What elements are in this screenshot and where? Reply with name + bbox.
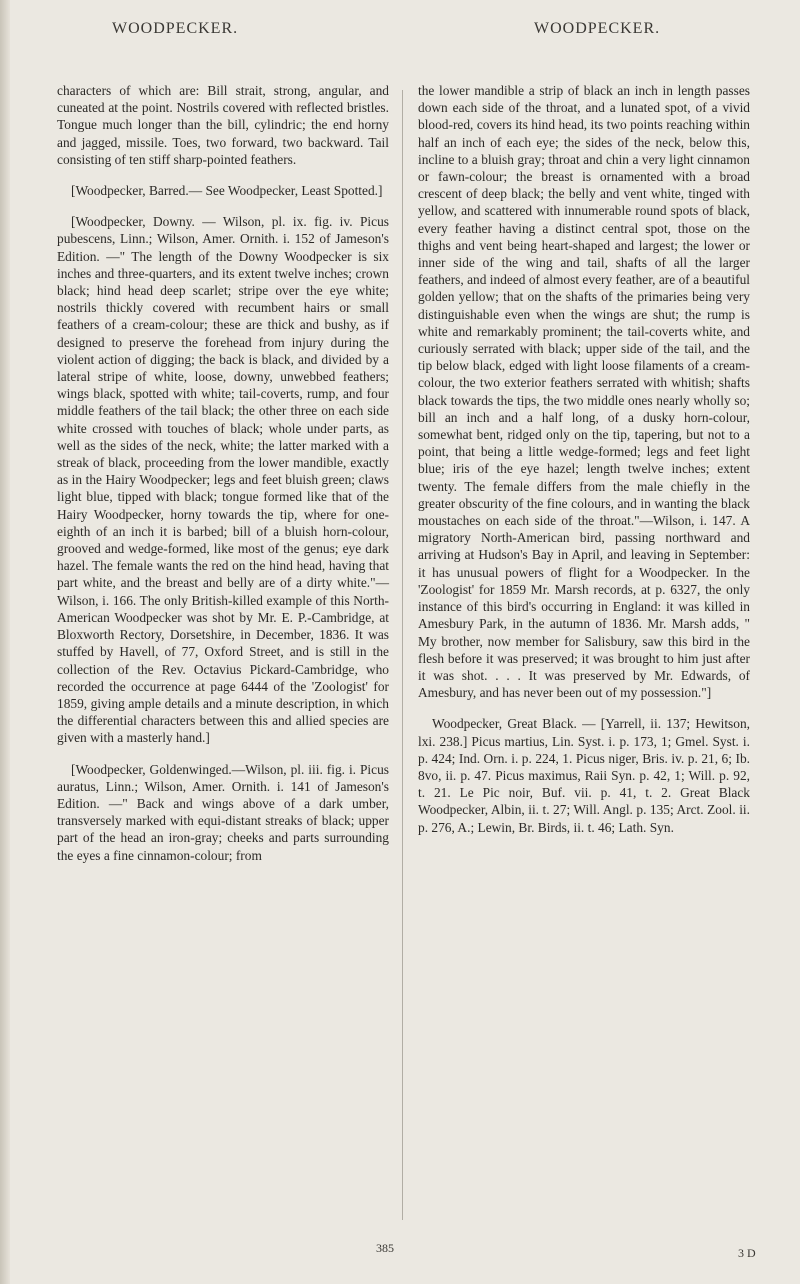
signature-mark: 3 D [738, 1246, 756, 1260]
running-head-right: WOODPECKER. [534, 20, 661, 37]
page-number: 385 [376, 1241, 394, 1255]
entry-woodpecker-downy: [Woodpecker, Downy. — Wilson, pl. ix. fig. iv. Picus pubescens, Linn.; Wilson, Amer. Ornith. i. 152 of Jameson's Edition. —" The length of the Downy Woodpecker is six inches and three-quarters, and its extent twelve inches; crown black; hind head deep scarlet; stripe over the eye white; nostrils thickly covered with recumbent hairs or small feathers of a cream-colour; these are thick and bushy, as if designed to preserve the forehead from injury during the violent action of digging; the back is black, and divided by a lateral stripe of white, loose, downy, unwebbed feathers; wings black, spotted with white; tail-coverts, rump, and four middle feathers of the tail black; the other three on each side white crossed with touches of black; whole under parts, as well as the sides of the neck, white; the latter marked with a streak of black, proceeding from the lower mandible, exactly as in the Hairy Woodpecker; legs and feet bluish green; claws light blue, tipped with black; tongue formed like that of the Hairy Woodpecker, horny towards the tip, where for one-eighth of an inch it is barbed; bill of a bluish horn-colour, grooved and wedge-formed, like most of the genus; eye dark hazel. The female wants the red on the hind head, having that part white, and the breast and belly are of a dirty white."—Wilson, i. 166. The only British-killed example of this North-American Woodpecker was shot by Mr. E. P.-Cambridge, at Bloxworth Rectory, Dorsetshire, in December, 1836. It was stuffed by Havell, of 77, Oxford Street, and is still in the collection of the Rev. Octavius Pickard-Cambridge, who recorded the occurrence at page 6444 of the 'Zoologist' for 1859, giving ample details and a minute description, in which the differential characters between this and allied species are given with a masterly hand.] [57, 214, 389, 746]
column-divider [402, 90, 403, 1220]
page-edge [0, 0, 10, 1284]
entry-woodpecker-goldenwinged: [Woodpecker, Goldenwinged.—Wilson, pl. iii. fig. i. Picus auratus, Linn.; Wilson, Amer. Ornith. i. 141 of Jameson's Edition. —" Back and wings above of a dark umber, transversely marked with equi-distant streaks of black; upper part of the head an iron-gray; cheeks and parts surrounding the eyes a fine cinnamon-colour; from [57, 761, 389, 863]
right-column [418, 82, 750, 850]
entry-continued: characters of which are: Bill strait, strong, angular, and cuneated at the point. Nostrils covered with reflected bristles. Tongue much longer than the bill, cylindric; the end horny and jagged, missile. Toes, two forward, two backward. Tail consisting of ten stiff sharp-pointed feathers. [57, 83, 389, 167]
entry-woodpecker-great-black: Woodpecker, Great Black. — [Yarrell, ii. 137; Hewitson, lxi. 238.] Picus martius, Lin. Syst. i. p. 173, 1; Gmel. Syst. i. p. 424; Ind. Orn. i. p. 224, 1. Picus niger, Bris. iv. p. 21, 6; Ib. 8vo, ii. p. 47. Picus maximus, Raii Syn. p. 42, 1; Will. p. 92, t. 21. Le Pic noir, Buf. vii. p. 41, t. 2. Great Black Woodpecker, Albin, ii. t. 27; Will. Angl. p. 135; Arct. Zool. ii. p. 276, A.; Lewin, Br. Birds, ii. t. 46; Lath. Syn. [418, 716, 750, 835]
entry-goldenwinged-continued: the lower mandible a strip of black an inch in length passes down each side of the throat, and a lunated spot, of a vivid blood-red, covers its hind head, its two points reaching within half an inch of each eye; the sides of the neck, below this, incline to a bluish gray; throat and chin a very light cinnamon or fawn-colour; the breast is ornamented with a broad crescent of deep black; the belly and vent white, tinged with yellow, and scattered with innumerable round spots of black, every feather having a distinct central spot, those on the thighs and vent being heart-shaped and largest; the lower or inner side of the wing and tail, shafts of all the larger feathers, and indeed of almost every feather, are of a beautiful golden yellow; that on the shafts of the primaries being very distinguishable even when the wings are shut; the rump is white and remarkably prominent; the tail-coverts white, and curiously serrated with black; upper side of the tail, and the tip below black, edged with light loose filaments of a cream-colour, the two exterior feathers serrated with whitish; shafts black towards the tips, the two middle ones nearly wholly so; bill an inch and a half long, of a dusky horn-colour, somewhat bent, ridged only on the tip, tapering, but not to a point, that being a little wedge-formed; legs and feet light blue; iris of the eye hazel; length twelve inches; extent twenty. The female differs from the male chiefly in the greater obscurity of the fine colours, and in wanting the black moustaches on each side of the throat."—Wilson, i. 147. A migratory North-American bird, passing northward and arriving at Hudson's Bay in April, and leaving in September: it has unusual powers of flight for a Woodpecker. In the 'Zoologist' for 1859 Mr. Marsh records, at p. 6327, the only instance of this bird's occurring in England: it was killed in Amesbury Park, in the autumn of 1836. Mr. Marsh adds, " My brother, now member for Salisbury, saw this bird in the flesh before it was preserved; it was brought to him just after it was shot. . . . It was preserved by Mr. Edwards, of Amesbury, and has never been out of my possession."] [418, 83, 750, 701]
running-head-left: WOODPECKER. [112, 20, 239, 37]
left-column [57, 82, 389, 878]
entry-woodpecker-barred: [Woodpecker, Barred.— See Woodpecker, Least Spotted.] [71, 183, 383, 199]
